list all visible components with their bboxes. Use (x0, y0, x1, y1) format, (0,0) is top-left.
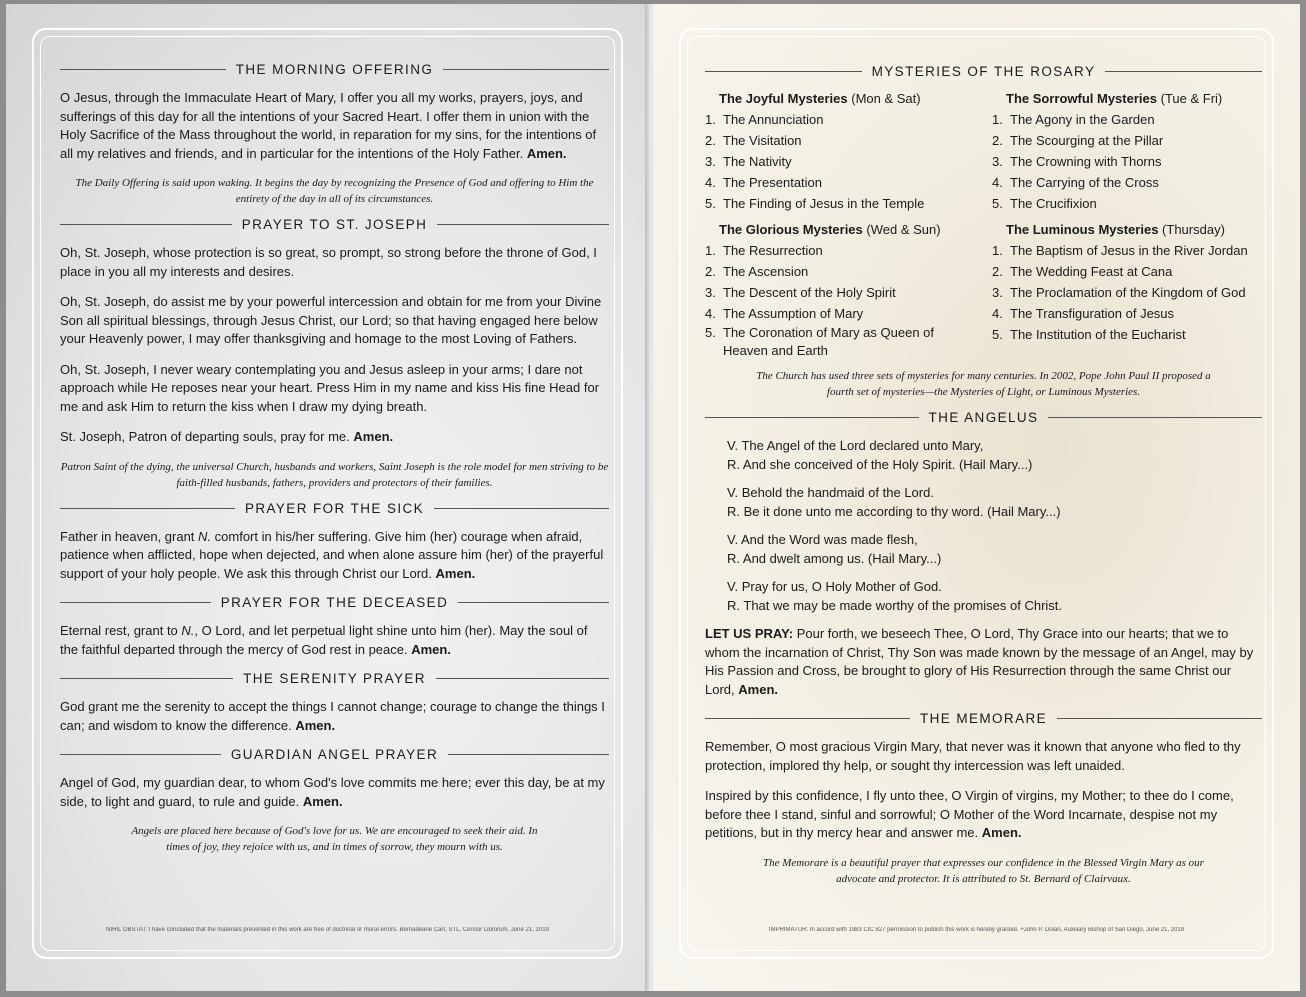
list-item: 3. The Descent of the Holy Spirit (705, 285, 896, 300)
st-joseph-heading (60, 217, 609, 232)
right-page (653, 4, 1300, 991)
imprimatur: IMPRIMATUR: In accord with 1983 CIC 827 permission to publish this work is hereby granted. +John P. Dolan, Auxiliary Bishop of San Diego, June 21, 2019 (768, 927, 1185, 933)
serenity-prayer-text: God grant me the serenity to accept the things I cannot change; courage to change the things I can; and wisdom to know the difference. Amen. (60, 699, 605, 733)
mysteries-grid (705, 91, 1262, 368)
sorrowful-mysteries-title: The Sorrowful Mysteries (Tue & Fri) (1006, 91, 1223, 106)
section-title: PRAYER FOR THE DECEASED (220, 595, 449, 610)
deceased-prayer-text: Eternal rest, grant to N., O Lord, and let perpetual light shine unto him (her). May the soul of the faithful departed through the mercy of God rest in peace. Amen. (60, 623, 588, 657)
st-joseph-paragraph: Oh, St. Joseph, whose protection is so great, so prompt, so strong before the throne of God, I place in you all my interests and desires. (60, 245, 597, 279)
list-item: 1. The Resurrection (705, 243, 823, 258)
st-joseph-paragraph: St. Joseph, Patron of departing souls, pray for me. Amen. (60, 429, 394, 444)
list-item: 1. The Baptism of Jesus in the River Jordan (992, 243, 1248, 258)
list-item: 2. The Ascension (705, 264, 809, 279)
glorious-mysteries-title: The Glorious Mysteries (Wed & Sun) (719, 222, 941, 237)
luminous-mysteries-list (992, 240, 1262, 345)
deceased-prayer-heading (60, 595, 609, 610)
right-content (705, 64, 1262, 897)
list-item: 5. The Institution of the Eucharist (992, 327, 1186, 342)
memorare-heading (705, 711, 1262, 726)
list-item: 5. The Coronation of Mary as Queen of Heaven and Earth (705, 325, 935, 358)
list-item: 4. The Presentation (705, 175, 823, 190)
sick-prayer-text: Father in heaven, grant N. comfort in his/her suffering. Give him (her) courage when afraid, patience when afflicted, hope when dejected, and when alone assure him (her) of the prayerful support of your holy people. We ask this through Christ our Lord. Amen. (60, 528, 604, 581)
angelus-prayer: LET US PRAY: Pour forth, we beseech Thee, O Lord, Thy Grace into our hearts; that we to whom the incarnation of Christ, Thy Son was made known by the message of an Angel, may by His Passion and Cross, be brought to glory of His Resurrection through the same Christ our Lord, Amen. (705, 626, 1254, 697)
section-title: THE ANGELUS (928, 410, 1039, 425)
angelus-heading (705, 410, 1262, 425)
sick-prayer-heading (60, 501, 609, 516)
section-title: THE MORNING OFFERING (235, 62, 434, 77)
list-item: 5. The Finding of Jesus in the Temple (705, 196, 925, 211)
list-item: 4. The Assumption of Mary (705, 306, 864, 321)
morning-offering-text: O Jesus, through the Immaculate Heart of Mary, I offer you all my works, prayers, joys, and sufferings of this day for all the intentions of your Sacred Heart. I offer them in union with the Holy Sacrifice of the Mass throughout the world, in reparation for my sins, for the intentions of all my relatives and friends, and in particular for the intentions of the Holy Father. Amen. (60, 90, 597, 161)
memorare-paragraph: Remember, O most gracious Virgin Mary, that never was it known that anyone who fled to thy protection, implored thy help, or sought thy intercession was left unaided. (705, 739, 1241, 773)
glorious-mysteries-list (705, 240, 975, 360)
list-item: 2. The Scourging at the Pillar (992, 133, 1164, 148)
section-title: THE MEMORARE (919, 711, 1048, 726)
angelus-versicle: V. And the Word was made flesh, R. And dwelt among us. (Hail Mary...) (727, 532, 942, 566)
memorare-paragraph: Inspired by this confidence, I fly unto thee, O Virgin of virgins, my Mother; to thee do I come, before thee I stand, sinful and sorrowful; O Mother of the Word Incarnate, despise not my petitions, but in thy mercy hear and answer me. Amen. (705, 788, 1234, 840)
section-title: THE SERENITY PRAYER (243, 671, 426, 686)
joyful-mysteries-title: The Joyful Mysteries (Mon & Sat) (719, 91, 921, 106)
serenity-prayer-heading (60, 671, 609, 686)
morning-offering-note: The Daily Offering is said upon waking. It begins the day by recognizing the Presence of God and offering to Him the entirety of the day in all of its circumstances. (75, 177, 594, 205)
st-joseph-note: Patron Saint of the dying, the universal Church, husbands and workers, Saint Joseph is the role model for men striving to be faith-filled husbands, fathers, providers and protectors of their families. (60, 460, 609, 489)
mysteries-column-left (705, 91, 975, 368)
angelus-versicle: V. The Angel of the Lord declared unto Mary, R. And she conceived of the Holy Spirit. (Hail Mary...) (727, 438, 1033, 472)
list-item: 4. The Transfiguration of Jesus (992, 306, 1175, 321)
memorare-note: The Memorare is a beautiful prayer that expresses our confidence in the Blessed Virgin Mary as our advocate and protector. It is attributed to St. Bernard of Clairvaux. (763, 856, 1204, 885)
rosary-heading (705, 64, 1262, 79)
guardian-angel-heading (60, 747, 609, 762)
list-item: 2. The Visitation (705, 133, 802, 148)
section-title: MYSTERIES OF THE ROSARY (871, 64, 1096, 79)
st-joseph-paragraph: Oh, St. Joseph, I never weary contemplating you and Jesus asleep in your arms; I dare not approach while He reposes near your heart. Press Him in my name and kiss His fine Head for me and ask Him to return the kiss when I draw my dying breath. (60, 361, 600, 414)
mysteries-column-right (992, 91, 1262, 368)
guardian-angel-note: Angels are placed here because of God's love for us. We are encouraged to seek their aid. In times of joy, they rejoice with us, and in times of sorrow, they mourn with us. (131, 825, 538, 853)
section-title: PRAYER TO ST. JOSEPH (241, 217, 428, 232)
section-title: GUARDIAN ANGEL PRAYER (230, 747, 439, 762)
list-item: 1. The Annunciation (705, 112, 824, 127)
left-content (60, 62, 609, 865)
angelus-versicle: V. Pray for us, O Holy Mother of God. R. That we may be made worthy of the promises of Christ. (727, 579, 1063, 613)
angelus-versicle: V. Behold the handmaid of the Lord. R. Be it done unto me according to thy word. (Hail Mary...) (727, 485, 1061, 519)
guardian-angel-text: Angel of God, my guardian dear, to whom God's love commits me here; ever this day, be at my side, to light and guard, to rule and guide. Amen. (60, 775, 605, 809)
list-item: 3. The Proclamation of the Kingdom of God (992, 285, 1246, 300)
list-item: 2. The Wedding Feast at Cana (992, 264, 1173, 279)
list-item: 4. The Carrying of the Cross (992, 175, 1159, 190)
joyful-mysteries-list (705, 109, 975, 214)
nihil-obstat: NIHIL OBSTAT: I have concluded that the materials presented in this work are free of doctrinal or moral errors. Bernadeane Carr, STL, Censor Librorum, June 21, 2019 (106, 927, 549, 933)
sorrowful-mysteries-list (992, 109, 1262, 214)
left-page (6, 4, 649, 991)
luminous-mysteries-title: The Luminous Mysteries (Thursday) (1006, 222, 1225, 237)
section-title: PRAYER FOR THE SICK (244, 500, 425, 516)
st-joseph-paragraph: Oh, St. Joseph, do assist me by your powerful intercession and obtain for me from your Divine Son all spiritual blessings, through Jesus Christ, our Lord; so that having engaged here below your Heavenly power, I may offer thanksgiving and homage to the most Loving of Fathers. (60, 294, 602, 346)
list-item: 3. The Crowning with Thorns (992, 154, 1162, 169)
rosary-note: The Church has used three sets of mysteries for many centuries. In 2002, Pope John Paul II proposed a fourth set of mysteries—the Mysteries of Light, or Luminous Mysteries. (756, 370, 1211, 398)
morning-offering-heading (60, 62, 609, 77)
list-item: 5. The Crucifixion (992, 196, 1097, 211)
list-item: 1. The Agony in the Garden (992, 112, 1155, 127)
list-item: 3. The Nativity (705, 154, 792, 169)
